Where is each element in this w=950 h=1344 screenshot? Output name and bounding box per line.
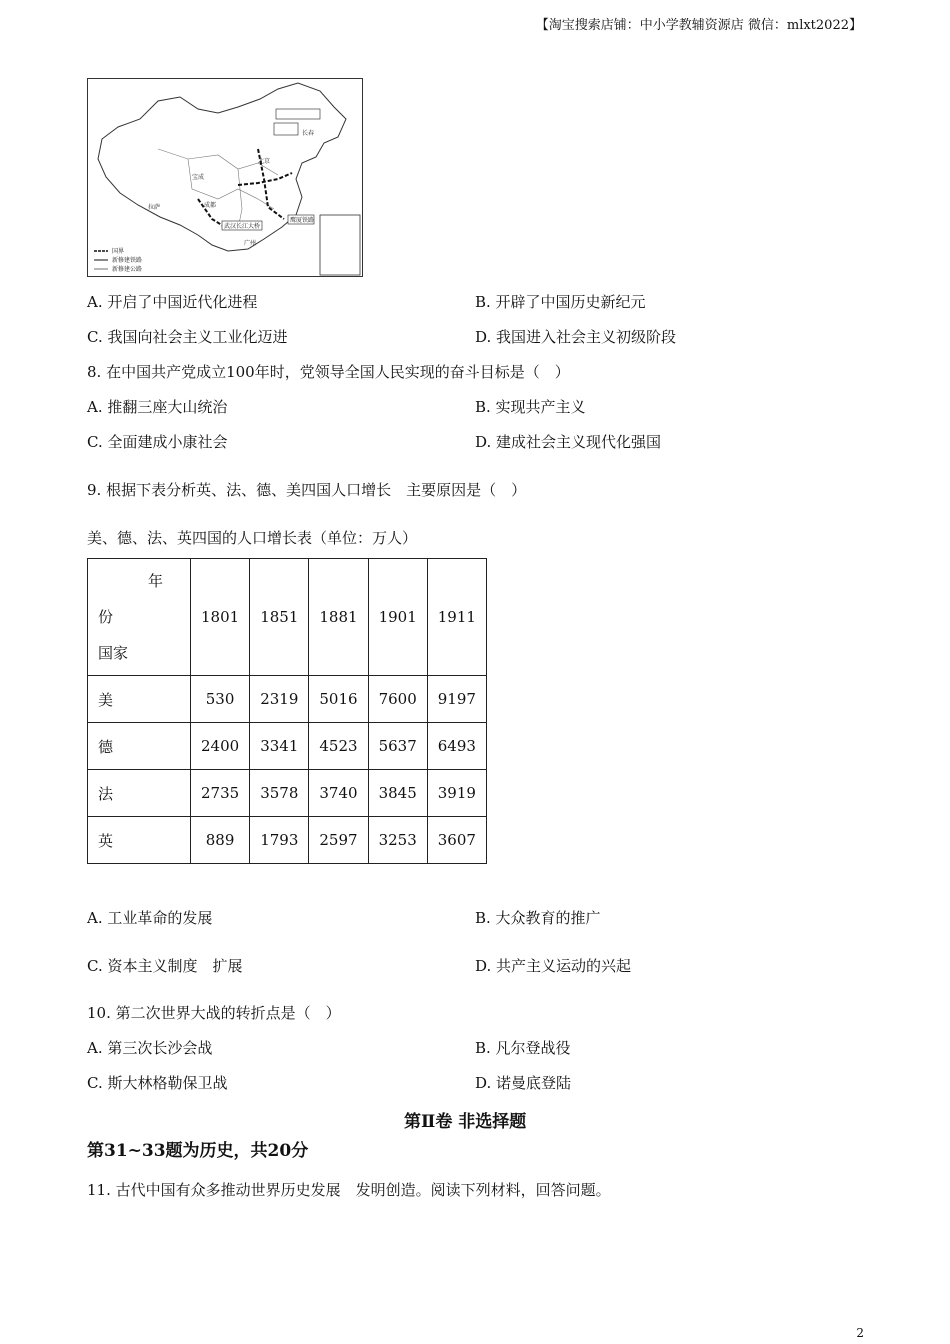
q9-option-a[interactable]: A. 工业革命的发展 (87, 909, 213, 927)
q8-option-a[interactable]: A. 推翻三座大山统治 (87, 398, 228, 416)
population-table (87, 558, 487, 864)
table-header-row (88, 559, 487, 676)
map-label: 鹰厦铁路 (290, 217, 315, 224)
value-cell: 7600 (368, 676, 427, 723)
map-label: 成都 (204, 202, 217, 209)
q11-stem: 11. 古代中国有众多推动世界历史发展 发明创造。阅读下列材料，回答问题。 (87, 1181, 611, 1199)
year-header: 1851 (250, 559, 309, 676)
header-year-label: 年 (148, 572, 164, 590)
map-label: 广州 (244, 240, 257, 247)
country-cell: 德 (88, 723, 191, 770)
q9-stem: 9. 根据下表分析英、法、德、美四国人口增长 主要原因是（ ） (87, 481, 527, 499)
year-header: 1801 (191, 559, 250, 676)
q8-option-b[interactable]: B. 实现共产主义 (475, 398, 586, 416)
section-title: 第31~33题为历史，共20分 (87, 1141, 309, 1161)
table-row (88, 676, 487, 723)
q10-stem: 10. 第二次世界大战的转折点是（ ） (87, 1004, 341, 1022)
value-cell: 3607 (427, 817, 486, 864)
q10-option-a[interactable]: A. 第三次长沙会战 (87, 1039, 213, 1057)
q9-option-d[interactable]: D. 共产主义运动的兴起 (475, 957, 632, 975)
value-cell: 3253 (368, 817, 427, 864)
table-corner-header (88, 559, 191, 676)
china-railway-map (87, 78, 363, 277)
q10-option-d[interactable]: D. 诺曼底登陆 (475, 1074, 572, 1092)
q7-option-c[interactable]: C. 我国向社会主义工业化迈进 (87, 328, 288, 346)
part2-title: 第Ⅱ卷 非选择题 (404, 1112, 527, 1132)
table-row (88, 770, 487, 817)
country-cell: 英 (88, 817, 191, 864)
value-cell: 2735 (191, 770, 250, 817)
q7-option-a[interactable]: A. 开启了中国近代化进程 (87, 293, 258, 311)
map-legend: 新修建公路 (112, 266, 143, 273)
q8-stem: 8. 在中国共产党成立100年时，党领导全国人民实现的奋斗目标是（ ） (87, 363, 570, 381)
map-label: 北京 (258, 158, 271, 165)
header-fen-label: 份 (98, 608, 114, 626)
q10-option-b[interactable]: B. 凡尔登战役 (475, 1039, 571, 1057)
year-header: 1911 (427, 559, 486, 676)
country-cell: 法 (88, 770, 191, 817)
map-legend: 国界 (112, 248, 125, 255)
value-cell: 2597 (309, 817, 368, 864)
map-label: 武汉长江大桥 (224, 223, 261, 230)
value-cell: 3845 (368, 770, 427, 817)
header-country-label: 国家 (98, 644, 129, 662)
q8-option-d[interactable]: D. 建成社会主义现代化强国 (475, 433, 662, 451)
page-number: 2 (856, 1326, 864, 1340)
value-cell: 4523 (309, 723, 368, 770)
value-cell: 5637 (368, 723, 427, 770)
year-header: 1881 (309, 559, 368, 676)
value-cell: 9197 (427, 676, 486, 723)
q8-option-c[interactable]: C. 全面建成小康社会 (87, 433, 228, 451)
value-cell: 2319 (250, 676, 309, 723)
value-cell: 5016 (309, 676, 368, 723)
q9-option-c[interactable]: C. 资本主义制度 扩展 (87, 957, 243, 975)
q9-table-title: 美、德、法、英四国的人口增长表（单位：万人） (87, 529, 418, 547)
table-row (88, 723, 487, 770)
value-cell: 1793 (250, 817, 309, 864)
table-row (88, 817, 487, 864)
q10-option-c[interactable]: C. 斯大林格勒保卫战 (87, 1074, 228, 1092)
value-cell: 3341 (250, 723, 309, 770)
value-cell: 3578 (250, 770, 309, 817)
map-label: 拉萨 (148, 204, 161, 211)
page-header: 【淘宝搜索店铺：中小学教辅资源店 微信：mlxt2022】 (535, 18, 862, 33)
country-cell: 美 (88, 676, 191, 723)
map-graphic (88, 79, 362, 276)
map-legend: 新修建铁路 (112, 257, 143, 264)
value-cell: 2400 (191, 723, 250, 770)
q7-option-b[interactable]: B. 开辟了中国历史新纪元 (475, 293, 646, 311)
value-cell: 3740 (309, 770, 368, 817)
map-label: 宝成 (192, 174, 205, 181)
value-cell: 6493 (427, 723, 486, 770)
year-header: 1901 (368, 559, 427, 676)
value-cell: 3919 (427, 770, 486, 817)
value-cell: 889 (191, 817, 250, 864)
value-cell: 530 (191, 676, 250, 723)
q9-option-b[interactable]: B. 大众教育的推广 (475, 909, 601, 927)
map-label: 长春 (302, 130, 315, 137)
q7-option-d[interactable]: D. 我国进入社会主义初级阶段 (475, 328, 677, 346)
